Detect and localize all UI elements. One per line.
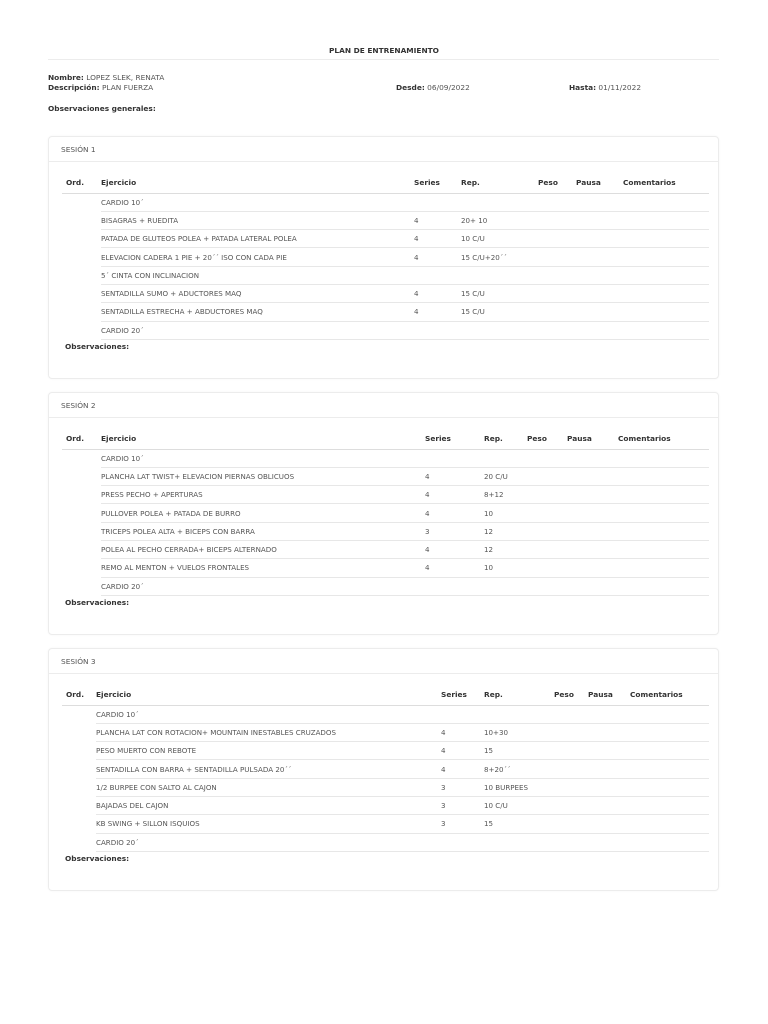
cell-comentarios	[618, 486, 709, 504]
column-header-peso: Peso	[554, 685, 588, 705]
cell-ord	[62, 833, 96, 851]
cell-pausa	[588, 760, 630, 778]
table-header-row	[62, 173, 709, 193]
cell-series: 4	[441, 760, 484, 778]
cell-rep	[484, 449, 527, 467]
cell-comentarios	[623, 303, 709, 321]
cell-pausa	[567, 559, 618, 577]
cell-rep: 8+12	[484, 486, 527, 504]
cell-series: 4	[414, 248, 461, 266]
table-row	[62, 705, 709, 723]
table-header-row	[62, 685, 709, 705]
cell-series: 3	[441, 815, 484, 833]
cell-peso	[538, 211, 576, 229]
table-row	[62, 248, 709, 266]
cell-peso	[554, 778, 588, 796]
exercise-table	[62, 173, 709, 340]
cell-ord	[62, 486, 101, 504]
cell-ord	[62, 723, 96, 741]
cell-ord	[62, 193, 101, 211]
cell-pausa	[576, 230, 623, 248]
exercise-table	[62, 429, 709, 596]
hasta-line	[569, 83, 641, 92]
cell-rep	[461, 321, 538, 339]
column-header-ejercicio: Ejercicio	[101, 173, 414, 193]
cell-pausa	[588, 796, 630, 814]
column-header-rep: Rep.	[461, 173, 538, 193]
column-header-comentarios: Comentarios	[618, 429, 709, 449]
cell-peso	[554, 815, 588, 833]
column-header-series: Series	[441, 685, 484, 705]
table-row	[62, 559, 709, 577]
cell-rep	[484, 833, 554, 851]
cell-series	[425, 449, 484, 467]
cell-peso	[527, 486, 567, 504]
cell-ejercicio: KB SWING + SILLON ISQUIOS	[96, 815, 441, 833]
cell-peso	[527, 577, 567, 595]
cell-ejercicio: SENTADILLA CON BARRA + SENTADILLA PULSADA 20´´	[96, 760, 441, 778]
cell-series: 3	[441, 796, 484, 814]
cell-ejercicio: CARDIO 20´	[101, 577, 425, 595]
session-card	[48, 648, 719, 891]
cell-series: 4	[425, 540, 484, 558]
desde-line	[396, 83, 470, 92]
desde-label: Desde:	[396, 83, 425, 92]
column-header-ejercicio: Ejercicio	[96, 685, 441, 705]
cell-peso	[527, 467, 567, 485]
cell-ord	[62, 449, 101, 467]
table-row	[62, 778, 709, 796]
cell-series	[425, 577, 484, 595]
cell-series: 4	[425, 504, 484, 522]
cell-ejercicio: REMO AL MENTON + VUELOS FRONTALES	[101, 559, 425, 577]
cell-ord	[62, 577, 101, 595]
cell-ord	[62, 540, 101, 558]
column-header-pausa: Pausa	[567, 429, 618, 449]
cell-rep: 20 C/U	[484, 467, 527, 485]
cell-ejercicio: PULLOVER POLEA + PATADA DE BURRO	[101, 504, 425, 522]
session-title: SESIÓN 3	[49, 649, 718, 674]
cell-series: 4	[425, 559, 484, 577]
cell-ejercicio: CARDIO 20´	[101, 321, 414, 339]
session-title: SESIÓN 2	[49, 393, 718, 418]
table-row	[62, 467, 709, 485]
table-row	[62, 540, 709, 558]
cell-series: 4	[414, 284, 461, 302]
cell-rep: 10+30	[484, 723, 554, 741]
cell-pausa	[588, 778, 630, 796]
cell-comentarios	[623, 211, 709, 229]
cell-ord	[62, 760, 96, 778]
cell-pausa	[567, 522, 618, 540]
exercise-table	[62, 685, 709, 852]
cell-pausa	[588, 833, 630, 851]
cell-series: 3	[441, 778, 484, 796]
cell-ord	[62, 284, 101, 302]
cell-ord	[62, 504, 101, 522]
hasta-value: 01/11/2022	[598, 83, 642, 92]
cell-comentarios	[623, 248, 709, 266]
cell-rep	[461, 193, 538, 211]
nombre-value: LOPEZ SLEK, RENATA	[86, 73, 165, 82]
cell-peso	[554, 705, 588, 723]
cell-ejercicio: PRESS PECHO + APERTURAS	[101, 486, 425, 504]
cell-pausa	[567, 486, 618, 504]
cell-ejercicio: PLANCHA LAT CON ROTACION+ MOUNTAIN INESTABLES CRUZADOS	[96, 723, 441, 741]
table-row	[62, 760, 709, 778]
cell-peso	[538, 248, 576, 266]
table-row	[62, 211, 709, 229]
cell-ejercicio: CARDIO 20´	[96, 833, 441, 851]
cell-comentarios	[618, 467, 709, 485]
cell-ejercicio: SENTADILLA ESTRECHA + ABDUCTORES MAQ	[101, 303, 414, 321]
session-card	[48, 392, 719, 635]
cell-rep: 15 C/U	[461, 303, 538, 321]
table-row	[62, 449, 709, 467]
descripcion-value: PLAN FUERZA	[101, 83, 154, 92]
desde-value: 06/09/2022	[427, 83, 470, 92]
cell-rep	[484, 705, 554, 723]
cell-series: 4	[425, 467, 484, 485]
column-header-series: Series	[414, 173, 461, 193]
cell-peso	[527, 449, 567, 467]
cell-rep	[461, 266, 538, 284]
cell-pausa	[576, 321, 623, 339]
cell-pausa	[567, 449, 618, 467]
column-header-ord: Ord.	[62, 173, 101, 193]
cell-peso	[538, 321, 576, 339]
cell-ejercicio: PESO MUERTO CON REBOTE	[96, 742, 441, 760]
column-header-ejercicio: Ejercicio	[101, 429, 425, 449]
cell-ord	[62, 467, 101, 485]
cell-ejercicio: POLEA AL PECHO CERRADA+ BICEPS ALTERNADO	[101, 540, 425, 558]
cell-rep: 10	[484, 559, 527, 577]
descripcion-label: Descripción:	[48, 83, 100, 92]
cell-comentarios	[623, 284, 709, 302]
cell-series: 3	[425, 522, 484, 540]
cell-peso	[554, 796, 588, 814]
cell-ejercicio: TRICEPS POLEA ALTA + BICEPS CON BARRA	[101, 522, 425, 540]
cell-ord	[62, 248, 101, 266]
table-row	[62, 815, 709, 833]
session-observaciones-label: Observaciones:	[65, 342, 130, 351]
column-header-pausa: Pausa	[576, 173, 623, 193]
cell-peso	[527, 559, 567, 577]
table-row	[62, 522, 709, 540]
session-title: SESIÓN 1	[49, 137, 718, 162]
cell-series: 4	[414, 211, 461, 229]
cell-peso	[527, 522, 567, 540]
table-row	[62, 504, 709, 522]
cell-pausa	[576, 266, 623, 284]
table-row	[62, 723, 709, 741]
cell-rep: 15 C/U	[461, 284, 538, 302]
column-header-comentarios: Comentarios	[630, 685, 709, 705]
column-header-series: Series	[425, 429, 484, 449]
cell-ejercicio: BAJADAS DEL CAJON	[96, 796, 441, 814]
cell-comentarios	[630, 833, 709, 851]
cell-series: 4	[441, 723, 484, 741]
cell-pausa	[576, 248, 623, 266]
cell-rep: 12	[484, 540, 527, 558]
cell-rep: 20+ 10	[461, 211, 538, 229]
session-observaciones-label: Observaciones:	[65, 598, 130, 607]
cell-ord	[62, 559, 101, 577]
cell-series	[441, 833, 484, 851]
cell-peso	[538, 230, 576, 248]
cell-comentarios	[630, 742, 709, 760]
cell-comentarios	[630, 760, 709, 778]
nombre-line	[48, 73, 164, 82]
cell-comentarios	[623, 266, 709, 284]
cell-ord	[62, 705, 96, 723]
table-row	[62, 266, 709, 284]
cell-ord	[62, 742, 96, 760]
table-row	[62, 303, 709, 321]
cell-series: 4	[414, 230, 461, 248]
cell-ejercicio: SENTADILLA SUMO + ADUCTORES MAQ	[101, 284, 414, 302]
cell-ejercicio: PLANCHA LAT TWIST+ ELEVACION PIERNAS OBLICUOS	[101, 467, 425, 485]
table-row	[62, 577, 709, 595]
cell-pausa	[576, 303, 623, 321]
cell-rep: 10	[484, 504, 527, 522]
cell-peso	[538, 193, 576, 211]
cell-rep: 15	[484, 742, 554, 760]
cell-pausa	[576, 211, 623, 229]
cell-comentarios	[618, 559, 709, 577]
cell-peso	[527, 540, 567, 558]
cell-comentarios	[630, 705, 709, 723]
cell-pausa	[588, 723, 630, 741]
cell-comentarios	[630, 778, 709, 796]
cell-rep: 8+20´´	[484, 760, 554, 778]
cell-rep: 12	[484, 522, 527, 540]
cell-rep: 10 C/U	[484, 796, 554, 814]
cell-pausa	[567, 504, 618, 522]
cell-series: 4	[441, 742, 484, 760]
cell-comentarios	[618, 449, 709, 467]
cell-pausa	[576, 193, 623, 211]
observaciones-generales	[48, 104, 156, 113]
cell-pausa	[588, 705, 630, 723]
cell-ejercicio: CARDIO 10´	[96, 705, 441, 723]
cell-comentarios	[623, 321, 709, 339]
cell-ord	[62, 522, 101, 540]
table-row	[62, 193, 709, 211]
cell-comentarios	[618, 577, 709, 595]
cell-peso	[554, 723, 588, 741]
cell-ord	[62, 303, 101, 321]
cell-ejercicio: 5´ CINTA CON INCLINACION	[101, 266, 414, 284]
table-row	[62, 230, 709, 248]
cell-peso	[538, 303, 576, 321]
cell-comentarios	[623, 230, 709, 248]
title-divider	[48, 59, 719, 60]
hasta-label: Hasta:	[569, 83, 597, 92]
cell-comentarios	[618, 504, 709, 522]
cell-pausa	[576, 284, 623, 302]
table-row	[62, 486, 709, 504]
cell-rep: 15	[484, 815, 554, 833]
table-row	[62, 833, 709, 851]
cell-pausa	[588, 742, 630, 760]
cell-ejercicio: PATADA DE GLUTEOS POLEA + PATADA LATERAL POLEA	[101, 230, 414, 248]
descripcion-line	[48, 83, 153, 92]
column-header-rep: Rep.	[484, 685, 554, 705]
cell-comentarios	[630, 723, 709, 741]
cell-rep	[484, 577, 527, 595]
column-header-ord: Ord.	[62, 685, 96, 705]
cell-ejercicio: BISAGRAS + RUEDITA	[101, 211, 414, 229]
cell-peso	[554, 760, 588, 778]
cell-series	[414, 193, 461, 211]
cell-pausa	[567, 577, 618, 595]
cell-comentarios	[623, 193, 709, 211]
cell-comentarios	[630, 796, 709, 814]
table-row	[62, 284, 709, 302]
cell-comentarios	[630, 815, 709, 833]
column-header-ord: Ord.	[62, 429, 101, 449]
cell-ord	[62, 230, 101, 248]
cell-peso	[554, 833, 588, 851]
cell-peso	[538, 284, 576, 302]
cell-pausa	[567, 540, 618, 558]
cell-rep: 15 C/U+20´´	[461, 248, 538, 266]
table-header-row	[62, 429, 709, 449]
cell-series: 4	[414, 303, 461, 321]
cell-peso	[527, 504, 567, 522]
table-row	[62, 796, 709, 814]
column-header-rep: Rep.	[484, 429, 527, 449]
cell-comentarios	[618, 522, 709, 540]
cell-ord	[62, 211, 101, 229]
session-card	[48, 136, 719, 379]
cell-series	[441, 705, 484, 723]
cell-ord	[62, 778, 96, 796]
column-header-peso: Peso	[538, 173, 576, 193]
column-header-comentarios: Comentarios	[623, 173, 709, 193]
page-title: PLAN DE ENTRENAMIENTO	[329, 46, 439, 55]
cell-series: 4	[425, 486, 484, 504]
cell-ejercicio: 1/2 BURPEE CON SALTO AL CAJON	[96, 778, 441, 796]
session-observaciones-label: Observaciones:	[65, 854, 130, 863]
table-row	[62, 742, 709, 760]
nombre-label: Nombre:	[48, 73, 84, 82]
column-header-peso: Peso	[527, 429, 567, 449]
table-row	[62, 321, 709, 339]
cell-pausa	[567, 467, 618, 485]
cell-ord	[62, 321, 101, 339]
cell-comentarios	[618, 540, 709, 558]
cell-series	[414, 266, 461, 284]
cell-peso	[538, 266, 576, 284]
cell-peso	[554, 742, 588, 760]
observaciones-generales-label: Observaciones generales:	[48, 104, 156, 113]
cell-pausa	[588, 815, 630, 833]
cell-ejercicio: CARDIO 10´	[101, 449, 425, 467]
cell-ord	[62, 796, 96, 814]
cell-ord	[62, 266, 101, 284]
cell-ord	[62, 815, 96, 833]
cell-rep: 10 C/U	[461, 230, 538, 248]
cell-series	[414, 321, 461, 339]
cell-rep: 10 BURPEES	[484, 778, 554, 796]
cell-ejercicio: ELEVACION CADERA 1 PIE + 20´´ ISO CON CADA PIE	[101, 248, 414, 266]
column-header-pausa: Pausa	[588, 685, 630, 705]
cell-ejercicio: CARDIO 10´	[101, 193, 414, 211]
